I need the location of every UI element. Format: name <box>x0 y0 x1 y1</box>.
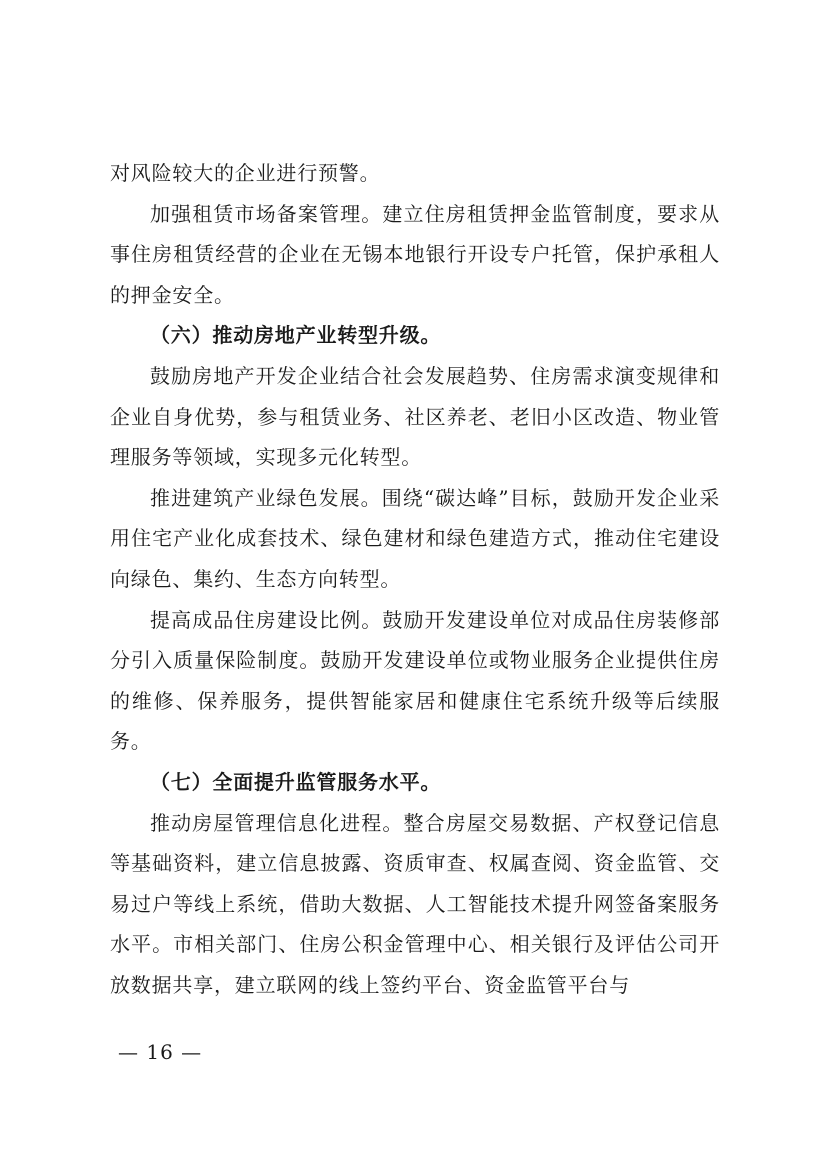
document-body <box>110 153 720 1005</box>
section-heading-7: （七）全面提升监管服务水平。 <box>150 769 442 794</box>
paragraph-5: 提高成品住房建设比例。鼓励开发建设单位对成品住房装修部分引入质量保险制度。鼓励开发建设单位或物业服务企业提供住房的维修、保养服务，提供智能家居和健康住宅系统升级等后续服务。 <box>110 607 720 754</box>
paragraph-4: 推进建筑产业绿色发展。围绕“碳达峰”目标，鼓励开发企业采用住宅产业化成套技术、绿色建材和绿色建造方式，推动住宅建设向绿色、集约、生态方向转型。 <box>110 485 720 591</box>
section-heading-6: （六）推动房地产业转型升级。 <box>150 323 442 348</box>
paragraph-2: 加强租赁市场备案管理。建立住房租赁押金监管制度，要求从事住房租赁经营的企业在无锡本地银行开设专户托管，保护承租人的押金安全。 <box>110 201 720 307</box>
page-number: — 16 — <box>118 1040 203 1064</box>
paragraph-6: 推动房屋管理信息化进程。整合房屋交易数据、产权登记信息等基础资料，建立信息披露、资质审查、权属查阅、资金监管、交易过户等线上系统，借助大数据、人工智能技术提升网签备案服务水平。市相关部门、住房公积金管理中心、相关银行及评估公司开放数据共享，建立联网的线上签约平台、资金监管平台与 <box>110 810 720 997</box>
paragraph-3: 鼓励房地产开发企业结合社会发展趋势、住房需求演变规律和企业自身优势，参与租赁业务、社区养老、老旧小区改造、物业管理服务等领域，实现多元化转型。 <box>110 363 720 470</box>
paragraph-1: 对风险较大的企业进行预警。 <box>110 161 381 185</box>
